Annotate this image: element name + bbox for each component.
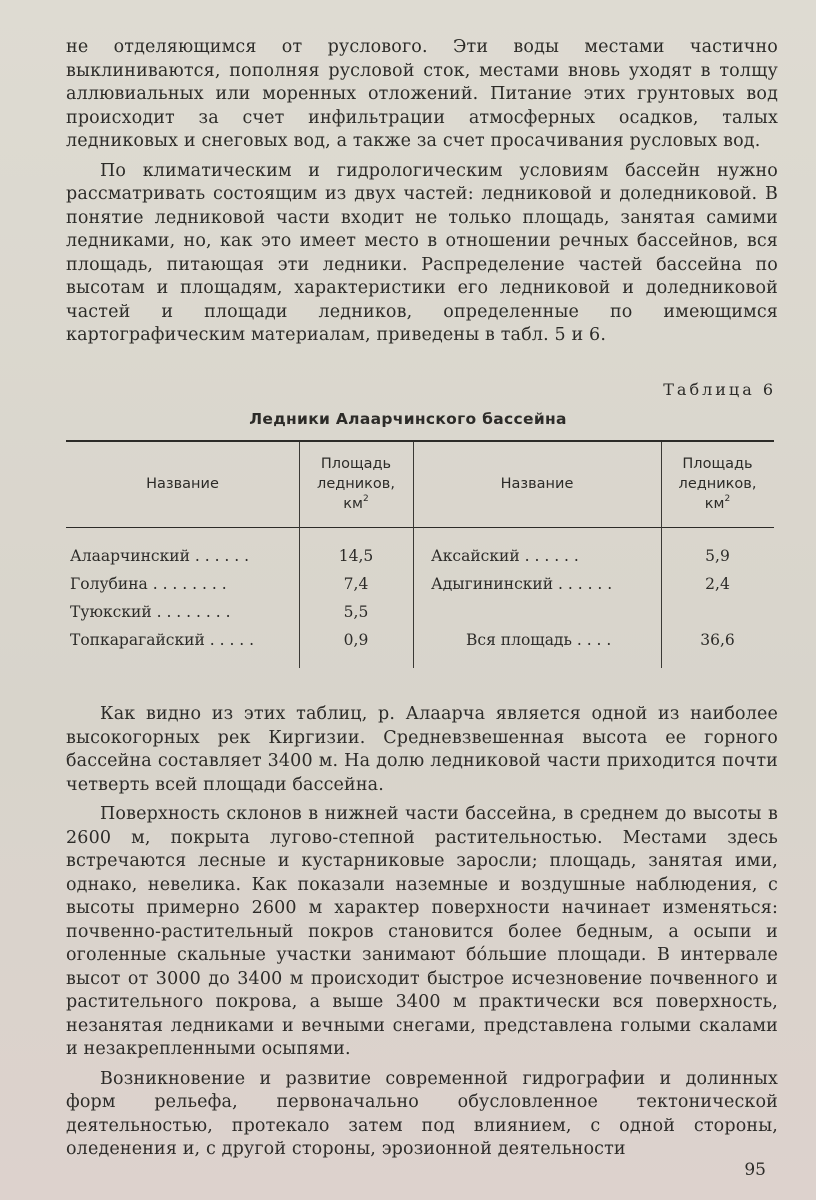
paragraph-hydrography: Возникновение и развитие современной гидрографии и долинных форм рельефа, первоначально обусловленное тектонической деятельностью, протекало затем под влиянием, с одной стороны, оледенения и, с другой стороны, эрозионной деятельности: [66, 1068, 778, 1159]
table-title: Ледники Алаарчинского бассейна: [249, 410, 567, 428]
table-row-name: Алаарчинский . . . . . .: [70, 547, 250, 565]
header-area-left-text: Площадь ледников,: [317, 455, 395, 492]
header-name-right: Название: [500, 475, 574, 492]
table-header-rule: [66, 527, 774, 528]
table-total-label: Вся площадь . . . .: [466, 631, 612, 649]
table-row-area: 5,5: [343, 603, 369, 621]
table-row-area: 7,4: [343, 575, 369, 593]
glacier-table: [66, 440, 774, 668]
table-row-area: 14,5: [338, 547, 374, 565]
text-top: [66, 36, 778, 348]
table-row-name: Туюкский . . . . . . . .: [70, 603, 231, 621]
table-row-name: Топкарагайский . . . . .: [70, 631, 255, 649]
page-number: 95: [744, 1160, 766, 1180]
header-area-right: [661, 440, 774, 527]
table-total-area: 36,6: [700, 631, 735, 649]
text-bottom: [66, 703, 778, 1162]
header-name-left: Название: [146, 475, 219, 492]
paragraph-groundwater: не отделяющимся от руслового. Эти воды местами частично выклиниваются, пополняя русловой сток, местами вновь уходят в толщу аллювиальных или моренных отложений. Питание этих грунтовых вод происходит за счет инфильтрации атмосферных осадков, талых ледниковых и снеговых вод, а также за счет просачивания русловых вод.: [66, 37, 778, 151]
header-unit-sup: 2: [362, 493, 369, 504]
table-label: Таблица 6: [663, 380, 776, 399]
paragraph-high-mountain: Как видно из этих таблиц, р. Алаарча является одной из наиболее высокогорных рек Киргизии. Средневзвешенная высота ее горного бассейна составляет 3400 м. На долю ледниковой части приходится почти четверть всей площади бассейна.: [66, 704, 778, 795]
table-row-area: 5,9: [705, 547, 730, 565]
paragraph-slopes: Поверхность склонов в нижней части бассейна, в среднем до высоты в 2600 м, покрыта лугово-степной растительностью. Местами здесь встречаются лесные и кустарниковые заросли; площадь, занятая ими, однако, невелика. Как показали наземные и воздушные наблюдения, с высоты примерно 2600 м характер поверхности начинает изменяться: почвенно-растительный покров становится более бедным, а осыпи и оголенные скальные участки занимают бо́льшие площади. В интервале высот от 3000 до 3400 м происходит быстрое исчезновение почвенного и растительного покрова, а выше 3400 м практически вся поверхность, незанятая ледниками и вечными снегами, представлена голыми скалами и незакрепленными осыпями.: [66, 804, 778, 1059]
header-unit-sup: 2: [724, 493, 731, 504]
table-row-name: Аксайский . . . . . .: [431, 547, 579, 565]
table-row-area: 2,4: [705, 575, 730, 593]
header-area-left: [299, 440, 413, 527]
table-row-name: Голубина . . . . . . . .: [70, 575, 227, 593]
header-unit-right: км: [704, 495, 725, 512]
header-unit-left: км: [343, 495, 363, 512]
paragraph-basin-parts: По климатическим и гидрологическим условиям бассейн нужно рассматривать состоящим из двух частей: ледниковой и доледниковой. В понятие ледниковой части входит не только площадь, занятая самими ледниками, но, как это имеет место в отношении речных бассейнов, вся площадь, питающая эти ледники. Распределение частей бассейна по высотам и площадям, характеристики его ледниковой и доледниковой частей и площади ледников, определенные по имеющимся картографическим материалам, приведены в табл. 5 и 6.: [66, 160, 778, 345]
table-row-name: Адыгининский . . . . . .: [431, 575, 613, 593]
header-area-right-text: Площадь ледников,: [678, 455, 757, 492]
table-row-area: 0,9: [343, 631, 369, 649]
